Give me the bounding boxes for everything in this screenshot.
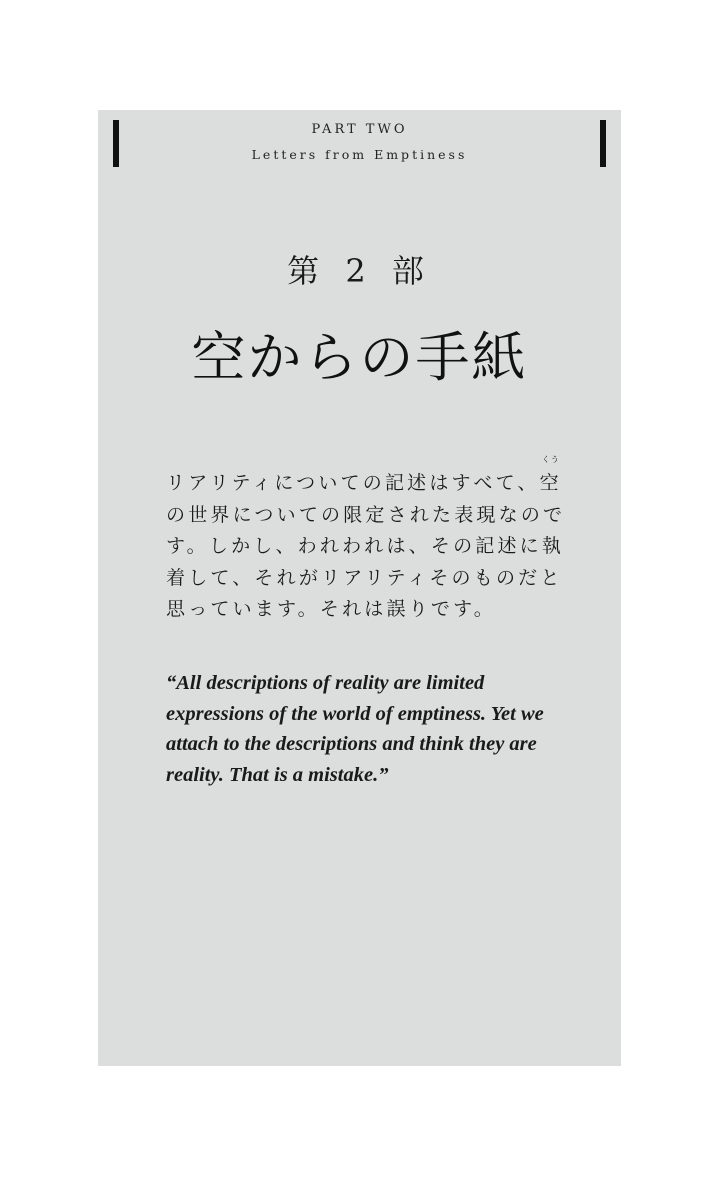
english-quote [166,668,561,790]
part-number: 第 2 部 [287,252,432,290]
japanese-body-text [166,455,566,626]
jp-line-2: の世界についての限定された表現なので [166,503,566,526]
jp-line-1-text: リアリティについての記述はすべて、 [166,472,540,494]
en-line-1: “All descriptions of reality are limited [166,672,485,694]
jp-line-3: す。しかし、われわれは、その記述に執 [166,535,565,557]
part-subtitle: Letters from Emptiness [251,147,468,162]
jp-line-5: 思っています。それは誤りです。 [166,598,496,620]
en-line-2: expressions of the world of emptiness. Yet we [166,702,544,725]
ruby-base: 空 [539,472,562,494]
en-line-4: reality. That is a mistake.” [166,763,389,786]
jp-line-1 [166,455,562,500]
part-label: PART TWO [311,122,408,137]
part-title: 空からの手紙 [191,326,528,389]
book-page [98,110,621,1066]
jp-line-4: 着して、それがリアリティそのものだと [166,566,563,589]
en-line-3: attach to the descriptions and think they are [166,733,537,755]
ruby-reading: くう [541,455,560,464]
ruby-kuu [539,455,562,500]
